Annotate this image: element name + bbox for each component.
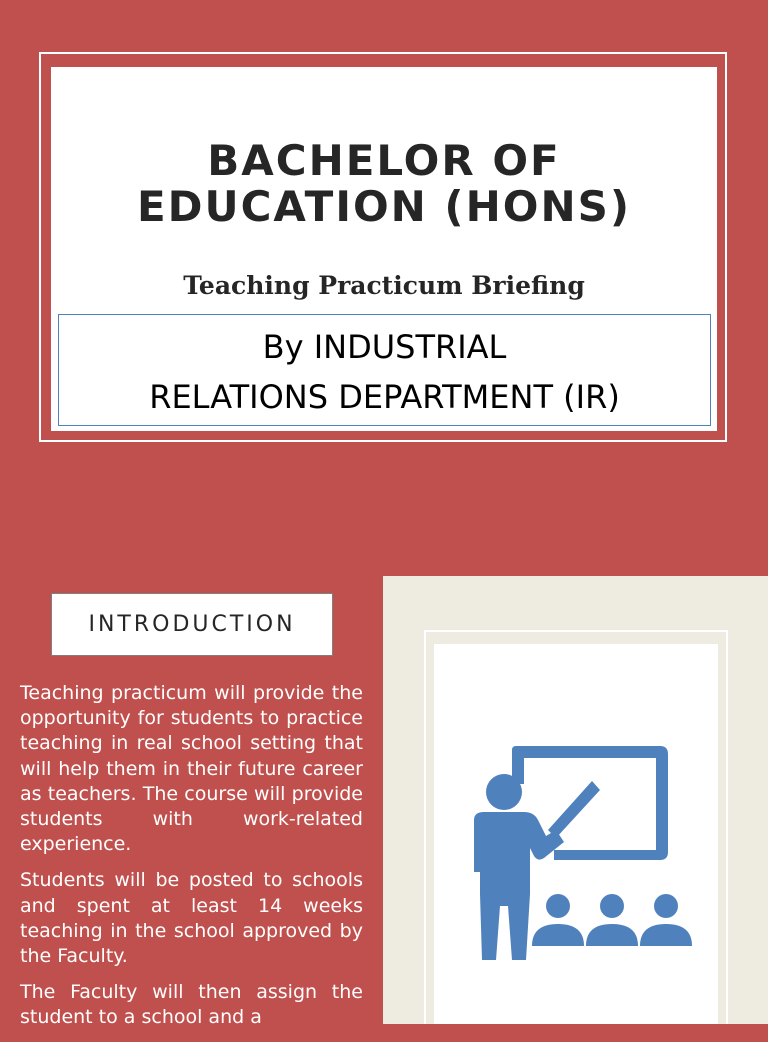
intro-paragraph-1: Teaching practicum will provide the opportunity for students to practice teaching in real school setting that will help them in their future career as teachers. The course will provide students with work-related experience. — [20, 682, 363, 856]
intro-paragraph-2: Students will be posted to schools and spent at least 14 weeks teaching in the school approved by the Faculty. — [20, 869, 363, 968]
presentation-title: BACHELOR OF EDUCATION (HONS) — [136, 136, 632, 231]
presentation-subtitle: Teaching Practicum Briefing — [183, 271, 585, 300]
presenter-byline: By INDUSTRIAL RELATIONS DEPARTMENT (IR) — [149, 328, 620, 416]
introduction-body — [20, 681, 363, 1042]
teacher-presenting-icon — [434, 644, 718, 1024]
intro-paragraph-3: The Faculty will then assign the student to a school and a — [20, 981, 363, 1029]
introduction-heading-box — [51, 593, 333, 656]
introduction-heading: INTRODUCTION — [88, 612, 296, 637]
